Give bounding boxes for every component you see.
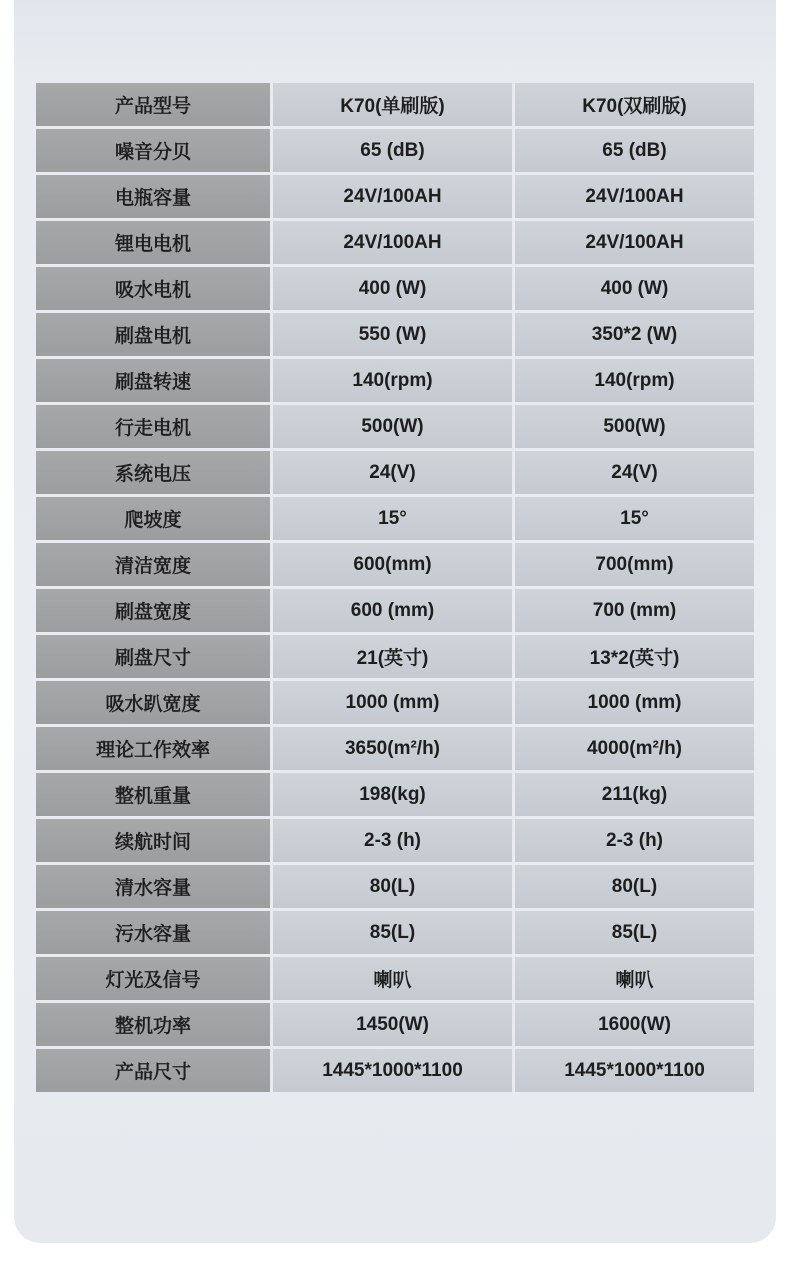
spec-value-double-brush: 1445*1000*1100 (515, 1049, 754, 1092)
table-row (36, 1049, 754, 1092)
table-row (36, 497, 754, 540)
spec-label-cell: 产品尺寸 (36, 1049, 270, 1092)
spec-value-single-brush: K70(单刷版) (273, 83, 512, 126)
spec-label-cell: 噪音分贝 (36, 129, 270, 172)
spec-value-double-brush: 85(L) (515, 911, 754, 954)
spec-value-double-brush: 1000 (mm) (515, 681, 754, 724)
spec-label-cell: 刷盘转速 (36, 359, 270, 402)
table-row (36, 451, 754, 494)
spec-value-double-brush: 13*2(英寸) (515, 635, 754, 678)
spec-label-cell: 吸水趴宽度 (36, 681, 270, 724)
table-row (36, 865, 754, 908)
spec-value-single-brush: 1445*1000*1100 (273, 1049, 512, 1092)
spec-value-single-brush: 550 (W) (273, 313, 512, 356)
spec-label-cell: 刷盘电机 (36, 313, 270, 356)
spec-value-double-brush: 350*2 (W) (515, 313, 754, 356)
spec-value-single-brush: 140(rpm) (273, 359, 512, 402)
spec-value-single-brush: 24(V) (273, 451, 512, 494)
table-row (36, 221, 754, 264)
table-row (36, 589, 754, 632)
table-row (36, 83, 754, 126)
spec-label-cell: 系统电压 (36, 451, 270, 494)
spec-value-single-brush: 65 (dB) (273, 129, 512, 172)
spec-label-cell: 行走电机 (36, 405, 270, 448)
spec-label-cell: 爬坡度 (36, 497, 270, 540)
spec-label-cell: 电瓶容量 (36, 175, 270, 218)
spec-value-double-brush: 24V/100AH (515, 175, 754, 218)
table-row (36, 1003, 754, 1046)
spec-value-single-brush: 80(L) (273, 865, 512, 908)
table-row (36, 129, 754, 172)
spec-value-double-brush: 24(V) (515, 451, 754, 494)
table-row (36, 773, 754, 816)
spec-value-single-brush: 198(kg) (273, 773, 512, 816)
spec-label-cell: 产品型号 (36, 83, 270, 126)
spec-value-single-brush: 1000 (mm) (273, 681, 512, 724)
spec-label-cell: 刷盘宽度 (36, 589, 270, 632)
spec-value-single-brush: 21(英寸) (273, 635, 512, 678)
spec-label-cell: 整机重量 (36, 773, 270, 816)
table-row (36, 635, 754, 678)
spec-value-single-brush: 3650(m²/h) (273, 727, 512, 770)
spec-value-single-brush: 1450(W) (273, 1003, 512, 1046)
spec-value-single-brush: 喇叭 (273, 957, 512, 1000)
spec-value-double-brush: 1600(W) (515, 1003, 754, 1046)
spec-value-single-brush: 400 (W) (273, 267, 512, 310)
spec-label-cell: 锂电电机 (36, 221, 270, 264)
spec-value-single-brush: 500(W) (273, 405, 512, 448)
spec-value-single-brush: 600 (mm) (273, 589, 512, 632)
table-row (36, 957, 754, 1000)
spec-value-double-brush: 700(mm) (515, 543, 754, 586)
table-row (36, 313, 754, 356)
spec-label-cell: 清洁宽度 (36, 543, 270, 586)
spec-value-double-brush: 400 (W) (515, 267, 754, 310)
spec-value-double-brush: 喇叭 (515, 957, 754, 1000)
spec-label-cell: 刷盘尺寸 (36, 635, 270, 678)
spec-value-single-brush: 85(L) (273, 911, 512, 954)
machine-illustration (134, 0, 654, 20)
spec-value-double-brush: 80(L) (515, 865, 754, 908)
table-row (36, 911, 754, 954)
spec-label-cell: 灯光及信号 (36, 957, 270, 1000)
spec-value-double-brush: 700 (mm) (515, 589, 754, 632)
specification-table-body (36, 83, 754, 1092)
spec-label-cell: 清水容量 (36, 865, 270, 908)
spec-label-cell: 理论工作效率 (36, 727, 270, 770)
spec-value-single-brush: 24V/100AH (273, 221, 512, 264)
spec-value-double-brush: 15° (515, 497, 754, 540)
spec-value-double-brush: 2-3 (h) (515, 819, 754, 862)
table-row (36, 405, 754, 448)
spec-value-double-brush: 4000(m²/h) (515, 727, 754, 770)
specification-table (33, 80, 757, 1095)
spec-label-cell: 续航时间 (36, 819, 270, 862)
table-row (36, 359, 754, 402)
spec-label-cell: 整机功率 (36, 1003, 270, 1046)
table-row (36, 267, 754, 310)
spec-value-single-brush: 2-3 (h) (273, 819, 512, 862)
page-bottom-spacer (14, 1244, 776, 1270)
spec-value-double-brush: K70(双刷版) (515, 83, 754, 126)
table-row (36, 727, 754, 770)
spec-value-double-brush: 24V/100AH (515, 221, 754, 264)
spec-label-cell: 污水容量 (36, 911, 270, 954)
spec-value-single-brush: 600(mm) (273, 543, 512, 586)
spec-value-single-brush: 15° (273, 497, 512, 540)
product-hero-image (14, 0, 776, 60)
table-row (36, 175, 754, 218)
spec-value-double-brush: 140(rpm) (515, 359, 754, 402)
spec-value-double-brush: 500(W) (515, 405, 754, 448)
table-row (36, 819, 754, 862)
spec-value-double-brush: 65 (dB) (515, 129, 754, 172)
spec-value-single-brush: 24V/100AH (273, 175, 512, 218)
spec-label-cell: 吸水电机 (36, 267, 270, 310)
table-row (36, 543, 754, 586)
spec-value-double-brush: 211(kg) (515, 773, 754, 816)
table-row (36, 681, 754, 724)
